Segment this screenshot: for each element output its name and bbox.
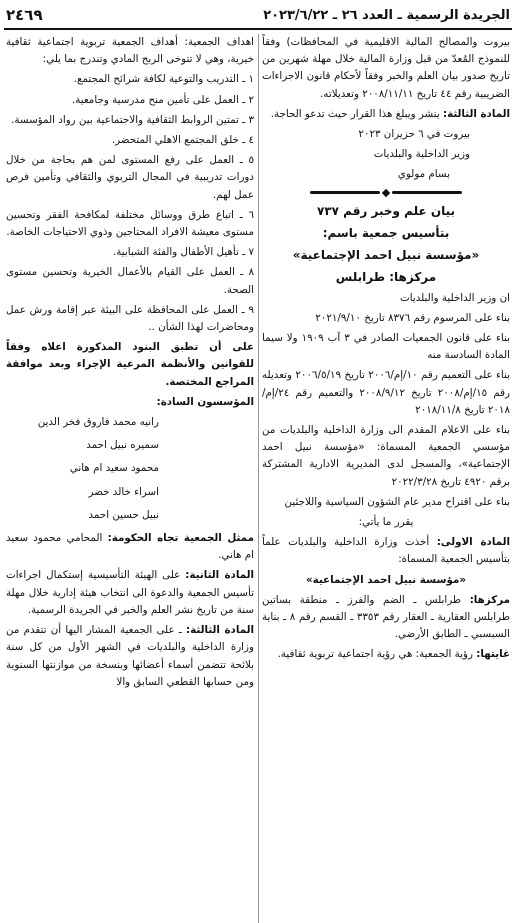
headquarters-line: مركزها: طرابلس [335,269,437,284]
headquarters-label: مركزها: [469,593,510,606]
date-line: بيروت في ٦ حزيران ٢٠٢٣ [358,128,470,141]
representative-text: المحامي محمود سعيد ام هاني. [6,532,254,562]
right-column [262,34,510,667]
headquarters-paragraph [262,592,510,644]
founder-name: نبيل حسين احمد [88,508,159,521]
article-3-paragraph [262,106,510,123]
basis-5: بناء على اقتراح مدير عام الشؤون السياسية واللاجئين [284,495,510,508]
article-1-paragraph [262,534,510,568]
left-article-3-text: ـ على الجمعية المشار اليها أن تتقدم من وزارة الداخلية والبلديات في الشهر الأول من كل سنة بلائحة تتضمن أسماء أعضائها وبنسخة من موازنتها السنوية ومن حسابها القطعي السابق والا [6,624,254,688]
goal-item: ٢ ـ العمل على تأمين منح مدرسية وجامعية. [71,93,254,106]
goal-item: ٥ ـ العمل على رفع المستوى لمن هم بحاجة من خلال دورات تدريبية في المجال التربوي والثقافي وتأمين فرص عمل لهم. [6,154,254,201]
gazette-title: الجريدة الرسمية ـ العدد ٢٦ ـ ٢٠٢٣/٦/٢٢ [263,7,510,23]
article-1-text: أخذت وزارة الداخلية والبلديات علماً بتأسيس الجمعية المسماة: [262,536,510,566]
article-1-association-name: «مؤسسة نبيل احمد الإجتماعية» [305,573,467,586]
goal-item: ٣ ـ تمتين الروابط الثقافية والاجتماعية بين رواد المؤسسة. [11,113,254,126]
goal-item: ٨ ـ العمل على القيام بالأعمال الخيرية وتحسين مستوى الصحة. [6,266,254,296]
continuation-paragraph: بيروت والمصالح المالية الاقليمية في المحافظات) وفقاً للنموذج المُعدّ من قبل وزارة المالية خلال مهلة شهرين من تاريخ صدور بيان العلم والخبر وفقاً لأحكام قانون الاجراءات الضريبية رقم ٤٤ تاريخ ٢٠٠٨/١١/١١ وتعديلاته. [262,36,510,100]
headquarters-text: طرابلس ـ الضم والفرز ـ منطقة بساتين طرابلس العقارية ـ العقار رقم ٣٣٥٣ ـ القسم رقم ٨ ـ بناية السبسبي ـ الطابق الأرضي. [262,593,510,641]
left-column [6,34,254,694]
legal-note: على أن تطبق البنود المذكورة اعلاه وفقاً للقوانين والأنظمة المرعية الإجراء وبعد موافقة المراجع المختصة. [6,341,254,388]
page-number: ٢٤٦٩ [6,6,43,24]
founders-label: المؤسسون السادة: [156,395,254,408]
article-2-paragraph [6,567,254,619]
founder-name: رانيه محمد فاروق فخر الدين [37,416,159,429]
basis-4: بناء على الاعلام المقدم الى وزارة الداخلية والبلديات من مؤسسي الجمعية المسماة: «مؤسسة نبيل احمد الإجتماعية»، والمسجل لدى المديرية الادارية المشتركة برقم ٤٩٢٠ تاريخ ٢٠٢٢/٣/٢٨ [262,424,510,488]
article-1-label: المادة الاولى: [436,536,510,549]
minister-title: وزير الداخلية والبلديات [373,148,470,161]
goals-label: غايتها: [476,648,510,661]
founder-name: اسراء خالد خضر [88,485,159,498]
goals-intro: اهداف الجمعية: أهداف الجمعية تربوية اجتماعية ثقافية خيرية، وهي لا تتوخى الربح المادي وتندرج بما يلي: [6,36,254,66]
page-header [6,4,510,26]
founder-name: محمود سعيد ام هاني [69,462,159,475]
basis-1: بناء على المرسوم رقم ٨٣٧٦ تاريخ ٢٠٢١/٩/١٠ [315,311,510,324]
basis-3: بناء على التعميم رقم ١٠/إم/٢٠٠٦ تاريخ ٢٠٠٦/٥/١٩ وتعديله رقم ١٥/إم/٢٠٠٨ تاريخ ٢٠٠٨/٩/١٢ والتعميم رقم ٢٤/إم/٢٠١٨ تاريخ ٢٠١٨/١١/٨ [262,369,510,416]
notice-title: بيان علم وخبر رقم ٧٣٧ [317,203,455,218]
goals-paragraph [262,646,510,663]
goal-item: ٧ ـ تأهيل الأطفال والفئة الشبابية. [112,246,254,259]
association-name: «مؤسسة نبيل احمد الإجتماعية» [292,247,480,262]
left-article-3-label: المادة الثالثة: [186,624,254,637]
goals-text: رؤية الجمعية: هي رؤية اجتماعية تربوية ثقافية. [277,648,473,661]
article-2-text: على الهيئة التأسيسية إستكمال اجراءات تأسيس الجمعية والدعوة الى انتخاب هيئة إدارية خلال مهلة سنة من تاريخ نشر العلم والخبر في الجريدة الرسمية. [6,569,254,616]
founders-list [6,414,254,524]
goal-item: ٩ ـ العمل على المحافظة على البيئة عبر إقامة ورش عمل ومحاضرات لهذا الشأن .. [6,303,254,334]
column-divider [258,34,259,923]
representative-paragraph [6,530,254,564]
article-3-label: المادة الثالثة: [442,107,510,120]
intro-line: ان وزير الداخلية والبلديات [400,291,510,304]
article-2-label: المادة الثانية: [185,569,255,582]
header-rule [4,28,512,30]
section-divider [262,190,510,196]
founder-name: سميره نبيل احمد [86,439,159,452]
left-article-3-paragraph [6,622,254,691]
goal-item: ٤ ـ خلق المجتمع الاهلي المتحضر. [111,134,254,147]
notice-subtitle: بتأسيس جمعية باسم: [322,225,450,240]
representative-label: ممثل الجمعية تجاه الحكومة: [107,532,254,545]
minister-name: بسام مولوي [397,168,450,181]
article-3-text: ينشر ويبلغ هذا القرار حيث تدعو الحاجة. [270,107,440,120]
goal-item: ١ ـ التدريب والتوعية لكافة شرائح المجتمع. [73,73,254,86]
decides-line: يقرر ما يأتي: [358,516,414,529]
goal-item: ٦ ـ اتباع طرق ووسائل مختلفة لمكافحة الفقر وتحسين مستوى معيشة الافراد المحتاجين وذوي الاحتياجات الخاصة. [6,208,254,239]
basis-2: بناء على قانون الجمعيات الصادر في ٣ آب ١٩٠٩ ولا سيما المادة السادسة منه [262,332,511,362]
